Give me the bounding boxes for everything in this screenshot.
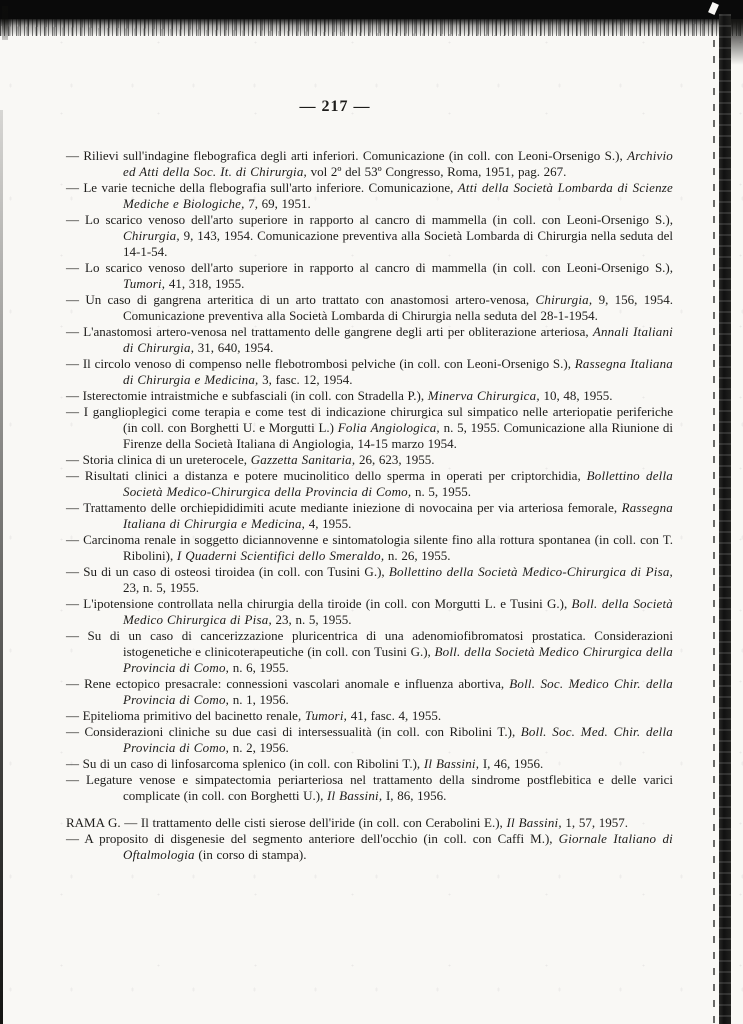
bibliography-entry [66, 260, 673, 292]
journal-name: Tumori, [304, 708, 348, 723]
entry-text: 26, 623, 1955. [355, 452, 435, 467]
entry-text: (in corso di stampa). [194, 847, 307, 862]
entry-text: — Lo scarico venoso dell'arto superiore in rapporto al cancro di mammella (in coll. con Leoni-Orsenigo S.), [66, 212, 673, 227]
entry-text: I, 46, 1956. [479, 756, 544, 771]
scan-artifact-top-noise [0, 19, 743, 36]
journal-name: Bollettino della Società Medico-Chirurgica della Provincia di Como, [123, 468, 673, 499]
entry-text: — Su di un caso di cancerizzazione pluricentrica di una adenomiofibromatosi prostatica. Considerazioni istogenetiche e clinicoterapeutiche (in coll. con Tusini G.), [66, 628, 673, 659]
bibliography-entry [66, 468, 673, 500]
entry-text: 9, 143, 1954. Comunicazione preventiva alla Società Lombarda di Chirurgia nella seduta del 14-1-54. [123, 228, 673, 259]
bibliography-entry [66, 148, 673, 180]
journal-name: Boll. Soc. Med. Chir. della Provincia di Como, [123, 724, 673, 755]
scan-artifact-left-mark [2, 6, 8, 40]
journal-name: Chirurgia, [123, 228, 180, 243]
entry-text: 9, 156, 1954. Comunicazione preventiva alla Società Lombarda di Chirurgia nella seduta del 28-1-1954. [123, 292, 673, 323]
entry-text: 7, 69, 1951. [244, 196, 311, 211]
journal-name: Annali Italiani di Chirurgia, [123, 324, 673, 355]
entry-text: n. 2, 1956. [229, 740, 289, 755]
entry-text: 23, n. 5, 1955. [271, 612, 352, 627]
journal-name: Il Bassini, [423, 756, 480, 771]
entry-text: 1, 57, 1957. [561, 815, 628, 830]
scan-artifact-top-edge [0, 0, 743, 19]
scan-artifact-binding-shadow [719, 14, 731, 1024]
journal-name: Atti della Società Lombarda di Scienze Mediche e Biologiche, [123, 180, 673, 211]
entry-text: — Risultati clinici a distanza e potere mucinolitico dello sperma in operati per criptorchidia, [66, 468, 587, 483]
journal-name: Minerva Chirurgica, [427, 388, 540, 403]
entry-text: — Trattamento delle orchiepididimiti acute mediante iniezione di novocaina per via arteriosa femorale, [66, 500, 622, 515]
entry-text: vol 2º del 53º Congresso, Roma, 1951, pag. 267. [307, 164, 567, 179]
entry-text: — L'anastomosi artero-venosa nel trattamento delle gangrene degli arti per obliterazione arteriosa, [66, 324, 593, 339]
entry-text: 41, 318, 1955. [165, 276, 245, 291]
entry-text: 10, 48, 1955. [539, 388, 613, 403]
journal-name: Rassegna Italiana di Chirurgia e Medicina, [123, 500, 673, 531]
entry-text: — Su di un caso di linfosarcoma splenico (in coll. con Ribolini T.), [66, 756, 424, 771]
bibliography-entry [66, 724, 673, 756]
bibliography-list [66, 148, 673, 863]
bibliography-entry [66, 500, 673, 532]
entry-text: — Isterectomie intraistmiche e subfasciali (in coll. con Stradella P.), [66, 388, 428, 403]
entry-text: 23, n. 5, 1955. [123, 580, 199, 595]
journal-name: Boll. della Società Medico Chirurgica di Pisa, [123, 596, 673, 627]
entry-text: n. 5, 1955. [411, 484, 472, 499]
scan-artifact-left-edge [0, 110, 3, 1024]
bibliography-entry [66, 388, 673, 404]
entry-text: — Considerazioni cliniche su due casi di intersessualità (in coll. con Ribolini T.), [66, 724, 521, 739]
journal-name: Boll. della Società Medico Chirurgica della Provincia di Como, [123, 644, 674, 675]
bibliography-entry [66, 212, 673, 260]
bibliography-entry [66, 676, 673, 708]
page-number: — 217 — [299, 98, 371, 115]
entry-text: RAMA G. — Il trattamento delle cisti sierose dell'iride (in coll. con Cerabolini E.), [66, 815, 507, 830]
journal-name: Tumori, [123, 276, 166, 291]
journal-name: Chirurgia, [535, 292, 593, 307]
bibliography-entry [66, 324, 673, 356]
bibliography-entry [66, 628, 673, 676]
entry-text: — Il circolo venoso di compenso nelle flebotrombosi pelviche (in coll. con Leoni-Orsenigo S.), [66, 356, 575, 371]
entry-text: — Storia clinica di un ureterocele, [66, 452, 251, 467]
scan-artifact-right-line [713, 40, 715, 1024]
journal-name: Folia Angiologica, [337, 420, 440, 435]
entry-text: — Carcinoma renale in soggetto diciannovenne e sintomatologia silente fino alla rottura spontanea (in coll. con T. Ribolini), [66, 532, 673, 563]
journal-name: I Quaderni Scientifici dello Smeraldo, [176, 548, 385, 563]
entry-text: 41, fasc. 4, 1955. [347, 708, 442, 723]
entry-text: — Rene ectopico presacrale: connessioni vascolari anomale e influenza abortiva, [66, 676, 510, 691]
bibliography-entry [66, 756, 673, 772]
entry-text: — Su di un caso di osteosi tiroidea (in coll. con Tusini G.), [66, 564, 389, 579]
journal-name: Rassegna Italiana di Chirurgia e Medicina, [123, 356, 673, 387]
journal-name: Il Bassini, [326, 788, 383, 803]
entry-text: I, 86, 1956. [382, 788, 447, 803]
bibliography-entry [66, 356, 673, 388]
entry-text: 3, fasc. 12, 1954. [258, 372, 353, 387]
entry-text: — A proposito di disgenesie del segmento anteriore dell'occhio (in coll. con Caffi M.), [66, 831, 559, 846]
entry-text: — I ganglioplegici come terapia e come test di indicazione chirurgica sul simpatico nelle arteriopatie periferiche (in coll. con Borghetti U. e Morgutti L.) [66, 404, 673, 435]
entry-text: — Epitelioma primitivo del bacinetto renale, [66, 708, 305, 723]
bibliography-entry [66, 831, 673, 863]
entry-text: — L'ipotensione controllata nella chirurgia della tiroide (in coll. con Morgutti L. e Tusini G.), [66, 596, 572, 611]
bibliography-entry [66, 532, 673, 564]
bibliography-entry [66, 404, 673, 452]
bibliography-entry [66, 708, 673, 724]
bibliography-entry [66, 596, 673, 628]
entry-text: n. 1, 1956. [229, 692, 289, 707]
entry-text: — Rilievi sull'indagine flebografica degli arti inferiori. Comunicazione (in coll. con Leoni-Orsenigo S.), [66, 148, 628, 163]
scan-artifact-right-corner [731, 19, 743, 65]
journal-name: Giornale Italiano di Oftalmologia [123, 831, 673, 862]
entry-text: n. 6, 1955. [229, 660, 289, 675]
entry-text: 31, 640, 1954. [194, 340, 274, 355]
journal-name: Archivio ed Atti della Soc. It. di Chirurgia, [123, 148, 673, 179]
bibliography-entry [66, 180, 673, 212]
journal-name: Boll. Soc. Medico Chir. della Provincia di Como, [123, 676, 673, 707]
entry-text: — Le varie tecniche della flebografia sull'arto inferiore. Comunicazione, [66, 180, 458, 195]
entry-text: — Lo scarico venoso dell'arto superiore in rapporto al cancro di mammella (in coll. con Leoni-Orsenigo S.), [66, 260, 673, 275]
bibliography-entry [66, 564, 673, 596]
journal-name: Gazzetta Sanitaria, [250, 452, 356, 467]
entry-text: n. 5, 1955. Comunicazione alla Riunione di Firenze della Società Italiana di Angiologia, 14-15 marzo 1954. [123, 420, 673, 451]
bibliography-entry [66, 292, 673, 324]
entry-text: 4, 1955. [305, 516, 352, 531]
bibliography-entry [66, 452, 673, 468]
entry-text: n. 26, 1955. [384, 548, 451, 563]
journal-name: Bollettino della Società Medico-Chirurgica di Pisa, [388, 564, 673, 579]
entry-text: — Legature venose e simpatectomia periarteriosa nel trattamento della sindrome postflebitica e delle varici complicate (in coll. con Borghetti U.), [66, 772, 673, 803]
entry-text: — Un caso di gangrena arteritica di un arto trattato con anastomosi artero-venosa, [66, 292, 536, 307]
bibliography-entry [66, 815, 673, 831]
journal-name: Il Bassini, [506, 815, 562, 830]
bibliography-entry [66, 772, 673, 804]
